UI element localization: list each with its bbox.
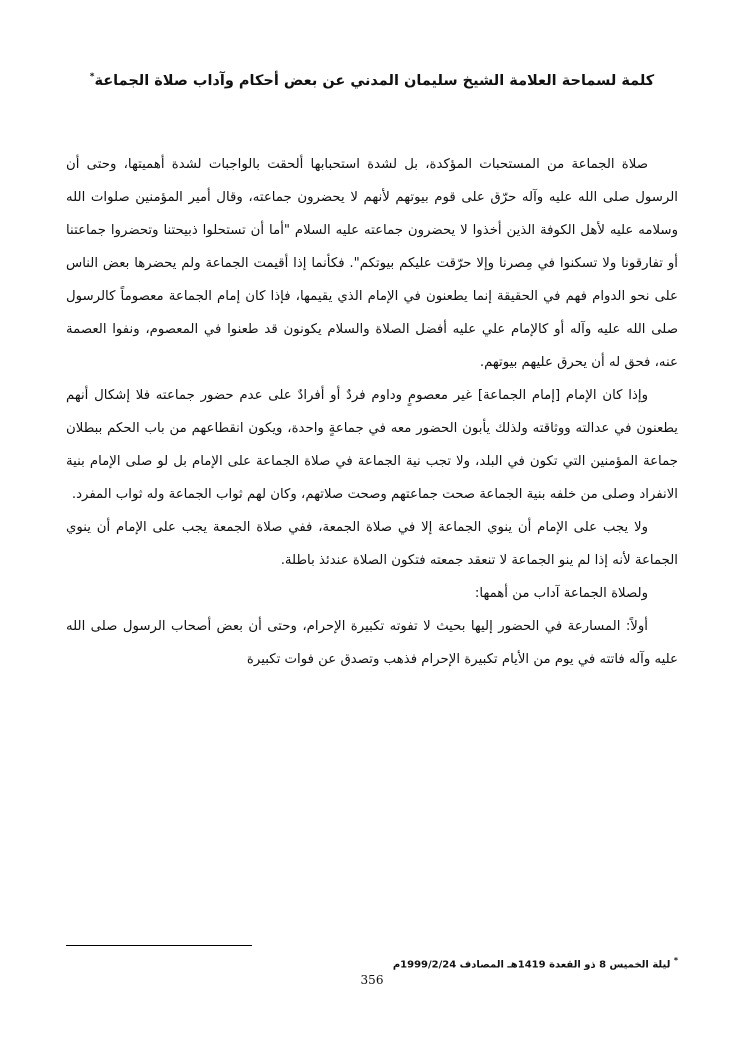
title-footnote-marker: * [89,72,95,82]
paragraph: صلاة الجماعة من المستحبات المؤكدة، بل لشدة استحبابها ألحقت بالواجبات لشدة أهميتها، وحتى أن الرسول صلى الله عليه وآله حرّق على قوم بيوتهم لأنهم لا يحضرون جماعته، وقال أمير المؤمنين صلوات الله وسلامه عليه لأهل الكوفة الذين أخذوا لا يحضرون جماعته عليه السلام "أما أن تستحلوا ذبيحتنا وتحضروا جماعتنا أو تفارقونا ولا تسكنوا في مِصرنا وإلا حرّقت عليكم بيوتكم". فكأنما إذا أقيمت الجماعة ولم يحضرها بعض الناس على نحو الدوام فهم في الحقيقة إنما يطعنون في الإمام الذي يقيمها، فإذا كان إمام الجماعة معصوماً كالرسول صلى الله عليه وآله أو كالإمام علي عليه أفضل الصلاة والسلام يكونون قد طعنوا في المعصوم، ونفوا العصمة عنه، فحق له أن يحرق عليهم بيوتهم. [66,157,678,370]
footnote-divider [66,945,252,946]
paragraph: ولصلاة الجماعة آداب من أهمها: [474,586,648,601]
paragraph: أولاً: المسارعة في الحضور إليها بحيث لا تفوته تكبيرة الإحرام، وحتى أن بعض أصحاب الرسول صلى الله عليه وآله فاتته في يوم من الأيام تكبيرة الإحرام فذهب وتصدق عن فوات تكبيرة [66,619,678,667]
footnote-marker: * [673,956,678,965]
paragraph: وإذا كان الإمام [إمام الجماعة] غير معصومٍ وداوم فردٌ أو أفرادٌ على عدم حضور جماعته فلا إشكال أنهم يطعنون في عدالته ووثاقته ولذلك يأبون الحضور معه في جماعةٍ واحدة، ويكون انقطاعهم من باب الحكم ببطلان جماعة المؤمنين التي تكون في البلد، ولا تجب نية الجماعة في صلاة الجماعة على الإمام بل لو صلى الإمام بنية الانفراد وصلى من خلفه بنية الجماعة صحت جماعتهم وصحت صلاتهم، وكان لهم ثواب الجماعة وله ثواب المفرد. [66,388,678,502]
title-text: كلمة لسماحة العلامة الشيخ سليمان المدني عن بعض أحكام وآداب صلاة الجماعة [94,72,655,89]
footnote-text: ليلة الخميس 8 ذو القعدة 1419هـ المصادف 1999/2/24م [392,959,671,971]
body-text [66,148,678,676]
page-number: 356 [360,973,384,987]
footnote [393,956,678,970]
page-title [60,72,684,89]
paragraph: ولا يجب على الإمام أن ينوي الجماعة إلا في صلاة الجمعة، ففي صلاة الجمعة يجب على الإمام أن ينوي الجماعة لأنه إذا لم ينو الجماعة لا تنعقد جمعته فتكون الصلاة عندئذ باطلة. [66,520,678,568]
